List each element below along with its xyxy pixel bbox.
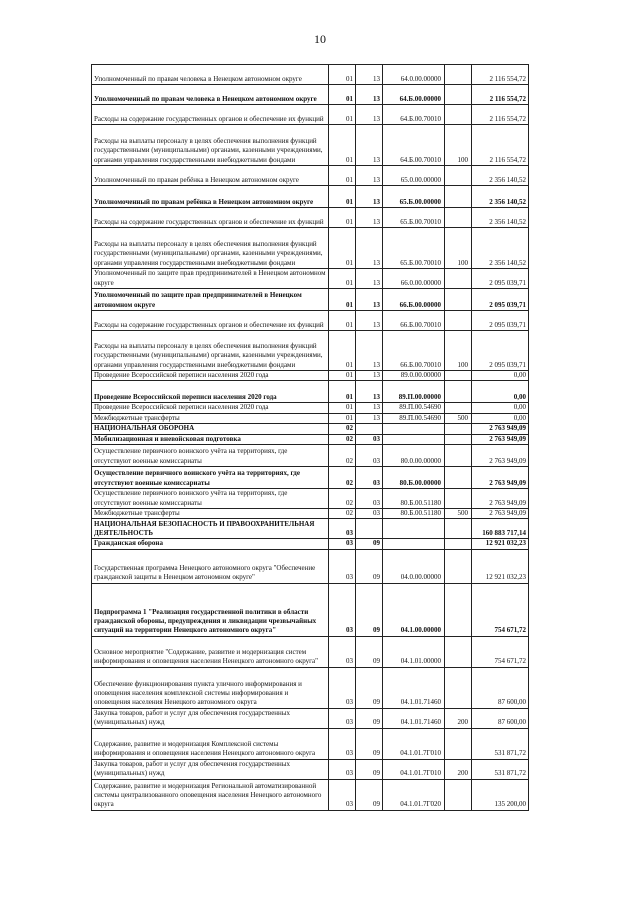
row-section: 02 [329,509,356,519]
row-target-article: 04.1.01.7Г010 [383,728,445,759]
table-row [92,331,529,371]
row-section: 01 [329,125,356,166]
row-amount: 2 095 039,71 [472,331,529,371]
row-expense-type: 200 [445,759,472,779]
row-subsection: 09 [356,549,383,583]
row-section: 03 [329,708,356,728]
row-expense-type: 500 [445,413,472,423]
row-target-article: 65.Б.00.00000 [383,186,445,208]
row-expense-type [445,779,472,810]
table-row [92,424,529,434]
row-amount: 2 763 949,09 [472,509,529,519]
row-target-article: 64.Б.00.70010 [383,125,445,166]
row-amount: 87 600,00 [472,708,529,728]
row-name: НАЦИОНАЛЬНАЯ ОБОРОНА [92,424,329,434]
table-row [92,759,529,779]
row-section: 03 [329,583,356,636]
table-row [92,403,529,413]
row-name: Расходы на содержание государственных органов и обеспечение их функций [92,105,329,125]
row-subsection: 13 [356,289,383,311]
row-name: Содержание, развитие и модернизация Комплексной системы информирования и оповещения населения Ненецкого автономного округа [92,728,329,759]
row-subsection: 09 [356,759,383,779]
row-amount: 12 921 032,23 [472,549,529,583]
row-target-article [383,424,445,434]
row-expense-type: 500 [445,509,472,519]
row-section: 01 [329,85,356,105]
row-name: Уполномоченный по правам ребёнка в Ненецком автономном округе [92,186,329,208]
row-amount: 87 600,00 [472,667,529,708]
row-section: 03 [329,728,356,759]
row-amount: 2 095 039,71 [472,289,529,311]
row-amount: 2 763 949,09 [472,424,529,434]
row-amount: 531 871,72 [472,759,529,779]
row-subsection: 13 [356,269,383,289]
row-amount: 754 671,72 [472,636,529,667]
row-target-article [383,539,445,549]
row-target-article: 66.Б.00.70010 [383,311,445,331]
row-section: 02 [329,445,356,467]
row-section: 02 [329,467,356,489]
table-row [92,65,529,85]
row-target-article: 04.1.01.00000 [383,636,445,667]
table-row [92,105,529,125]
table-row [92,85,529,105]
row-target-article: 80.Б.00.00000 [383,467,445,489]
row-subsection: 09 [356,667,383,708]
row-expense-type [445,667,472,708]
row-target-article: 89.П.00.54690 [383,403,445,413]
table-row [92,779,529,810]
row-name: Закупка товаров, работ и услуг для обеспечения государственных (муниципальных) нужд [92,759,329,779]
row-expense-type [445,728,472,759]
row-target-article: 89.П.00.54690 [383,413,445,423]
row-name: Мобилизационная и вневойсковая подготовка [92,434,329,444]
row-expense-type [445,636,472,667]
table-row [92,519,529,539]
row-expense-type: 200 [445,708,472,728]
row-subsection: 13 [356,311,383,331]
row-section: 01 [329,105,356,125]
row-amount: 2 356 140,52 [472,208,529,228]
row-expense-type [445,269,472,289]
row-subsection: 13 [356,208,383,228]
row-name: Уполномоченный по защите прав предпринимателей в Ненецком автономном округе [92,269,329,289]
row-section: 01 [329,269,356,289]
table-row [92,186,529,208]
row-subsection [356,424,383,434]
table-row [92,166,529,186]
row-subsection: 03 [356,509,383,519]
row-name: Обеспечение функционирования пункта уличного информирования и оповещения населения комплексной системы информирования и оповещения населения Ненецкого автономного округа [92,667,329,708]
row-expense-type [445,549,472,583]
row-subsection: 09 [356,539,383,549]
row-target-article: 66.Б.00.70010 [383,331,445,371]
row-subsection: 13 [356,413,383,423]
row-amount: 2 356 140,52 [472,186,529,208]
table-row [92,509,529,519]
budget-table [91,64,529,811]
table-row [92,125,529,166]
row-expense-type [445,539,472,549]
row-expense-type [445,403,472,413]
row-target-article: 65.Б.00.70010 [383,228,445,269]
row-name: Осуществление первичного воинского учёта на территориях, где отсутствуют военные комиссариаты [92,467,329,489]
row-subsection: 13 [356,186,383,208]
row-expense-type [445,467,472,489]
row-amount: 2 095 039,71 [472,311,529,331]
row-section: 01 [329,413,356,423]
row-name: Межбюджетные трансферты [92,509,329,519]
row-expense-type [445,208,472,228]
row-target-article: 64.Б.00.00000 [383,85,445,105]
row-section: 01 [329,186,356,208]
row-section: 01 [329,331,356,371]
row-expense-type [445,65,472,85]
row-amount: 2 116 554,72 [472,105,529,125]
row-target-article: 80.0.00.00000 [383,445,445,467]
row-expense-type: 100 [445,125,472,166]
row-name: Расходы на выплаты персоналу в целях обеспечения выполнения функций государственными (муниципальными) органами, казенными учреждениями, органами управления государственными внебюджетными фондами [92,331,329,371]
row-section: 01 [329,289,356,311]
row-name: Проведение Всероссийской переписи населения 2020 года [92,381,329,403]
row-section: 01 [329,403,356,413]
row-amount: 2 763 949,09 [472,434,529,444]
row-name: Проведение Всероссийской переписи населения 2020 года [92,403,329,413]
row-amount: 12 921 032,23 [472,539,529,549]
row-name: Межбюджетные трансферты [92,413,329,423]
row-amount: 2 763 949,09 [472,467,529,489]
row-name: Проведение Всероссийской переписи населения 2020 года [92,371,329,381]
row-target-article: 04.0.00.00000 [383,549,445,583]
row-section: 02 [329,424,356,434]
row-section: 01 [329,371,356,381]
row-target-article: 04.1.01.7Г020 [383,779,445,810]
row-name: НАЦИОНАЛЬНАЯ БЕЗОПАСНОСТЬ И ПРАВООХРАНИТЕЛЬНАЯ ДЕЯТЕЛЬНОСТЬ [92,519,329,539]
row-subsection: 13 [356,403,383,413]
row-subsection: 09 [356,728,383,759]
row-amount: 2 116 554,72 [472,125,529,166]
row-target-article: 80.Б.00.51180 [383,509,445,519]
row-subsection: 03 [356,434,383,444]
row-target-article: 89.0.00.00000 [383,371,445,381]
table-row [92,269,529,289]
row-amount: 160 883 717,14 [472,519,529,539]
row-name: Расходы на содержание государственных органов и обеспечение их функций [92,208,329,228]
row-name: Осуществление первичного воинского учёта на территориях, где отсутствуют военные комиссариаты [92,445,329,467]
row-expense-type [445,434,472,444]
row-expense-type [445,489,472,509]
row-subsection: 13 [356,105,383,125]
row-section: 03 [329,779,356,810]
row-section: 01 [329,65,356,85]
row-target-article: 89.П.00.00000 [383,381,445,403]
row-expense-type [445,289,472,311]
row-name: Уполномоченный по правам человека в Ненецком автономном округе [92,85,329,105]
row-amount: 2 356 140,52 [472,166,529,186]
page-number: 10 [314,32,326,46]
table-row [92,728,529,759]
row-section: 03 [329,759,356,779]
row-target-article: 64.0.00.00000 [383,65,445,85]
row-target-article: 65.Б.00.70010 [383,208,445,228]
row-expense-type [445,371,472,381]
table-row [92,636,529,667]
row-name: Расходы на содержание государственных органов и обеспечение их функций [92,311,329,331]
table-row [92,583,529,636]
row-amount: 0,00 [472,413,529,423]
row-amount: 0,00 [472,371,529,381]
row-expense-type [445,166,472,186]
row-subsection: 13 [356,381,383,403]
table-row [92,228,529,269]
row-amount: 0,00 [472,403,529,413]
row-amount: 0,00 [472,381,529,403]
row-subsection: 03 [356,445,383,467]
row-expense-type: 100 [445,228,472,269]
row-expense-type [445,519,472,539]
table-row [92,445,529,467]
row-target-article: 66.Б.00.00000 [383,289,445,311]
row-expense-type [445,186,472,208]
row-subsection: 09 [356,636,383,667]
row-name: Уполномоченный по правам ребёнка в Ненецком автономном округе [92,166,329,186]
row-expense-type [445,445,472,467]
row-section: 03 [329,667,356,708]
table-row [92,489,529,509]
row-expense-type [445,583,472,636]
row-section: 02 [329,434,356,444]
row-section: 01 [329,228,356,269]
row-subsection: 09 [356,583,383,636]
row-target-article: 04.1.01.71460 [383,667,445,708]
row-subsection: 13 [356,228,383,269]
row-section: 01 [329,208,356,228]
table-row [92,549,529,583]
row-name: Уполномоченный по защите прав предпринимателей в Ненецком автономном округе [92,289,329,311]
row-subsection: 13 [356,371,383,381]
table-row [92,434,529,444]
row-section: 01 [329,381,356,403]
row-subsection: 13 [356,65,383,85]
row-subsection: 13 [356,125,383,166]
row-target-article: 04.1.01.7Г010 [383,759,445,779]
row-subsection: 03 [356,489,383,509]
row-subsection: 09 [356,708,383,728]
row-target-article: 04.1.01.71460 [383,708,445,728]
row-subsection: 13 [356,331,383,371]
row-target-article: 65.0.00.00000 [383,166,445,186]
row-name: Государственная программа Ненецкого автономного округа "Обеспечение гражданской защиты в Ненецком автономном округе" [92,549,329,583]
row-section: 01 [329,166,356,186]
table-row [92,371,529,381]
table-row [92,381,529,403]
budget-table-body [92,65,529,811]
row-amount: 531 871,72 [472,728,529,759]
row-target-article: 04.1.00.00000 [383,583,445,636]
row-amount: 2 095 039,71 [472,269,529,289]
table-row [92,311,529,331]
row-amount: 2 763 949,09 [472,445,529,467]
table-row [92,208,529,228]
row-expense-type [445,311,472,331]
row-section: 03 [329,636,356,667]
row-amount: 754 671,72 [472,583,529,636]
row-amount: 2 116 554,72 [472,65,529,85]
row-subsection [356,519,383,539]
row-subsection: 13 [356,85,383,105]
table-row [92,539,529,549]
row-section: 03 [329,539,356,549]
row-subsection: 09 [356,779,383,810]
row-name: Содержание, развитие и модернизация Региональной автоматизированной системы централизованного оповещения населения Ненецкого автономного округа [92,779,329,810]
row-expense-type [445,381,472,403]
row-target-article: 64.Б.00.70010 [383,105,445,125]
row-name: Подпрограмма 1 "Реализация государственной политики в области гражданской обороны, предупреждения и ликвидации чрезвычайных ситуаций на территории Ненецкого автономного округа" [92,583,329,636]
table-row [92,667,529,708]
row-target-article: 66.0.00.00000 [383,269,445,289]
row-section: 03 [329,519,356,539]
row-name: Закупка товаров, работ и услуг для обеспечения государственных (муниципальных) нужд [92,708,329,728]
row-name: Основное мероприятие "Содержание, развитие и модернизация систем информирования и оповещения населения Ненецкого автономного округа" [92,636,329,667]
row-section: 01 [329,311,356,331]
row-expense-type [445,424,472,434]
row-name: Гражданская оборона [92,539,329,549]
row-amount: 2 763 949,09 [472,489,529,509]
table-row [92,413,529,423]
row-name: Уполномоченный по правам человека в Ненецком автономном округе [92,65,329,85]
row-name: Осуществление первичного воинского учёта на территориях, где отсутствуют военные комиссариаты [92,489,329,509]
row-amount: 135 200,00 [472,779,529,810]
row-amount: 2 116 554,72 [472,85,529,105]
row-subsection: 13 [356,166,383,186]
row-expense-type: 100 [445,331,472,371]
row-expense-type [445,85,472,105]
row-expense-type [445,105,472,125]
row-section: 03 [329,549,356,583]
row-section: 02 [329,489,356,509]
table-row [92,708,529,728]
row-name: Расходы на выплаты персоналу в целях обеспечения выполнения функций государственными (муниципальными) органами, казенными учреждениями, органами управления государственными внебюджетными фондами [92,125,329,166]
table-row [92,467,529,489]
row-target-article [383,434,445,444]
row-target-article [383,519,445,539]
row-amount: 2 356 140,52 [472,228,529,269]
row-target-article: 80.Б.00.51180 [383,489,445,509]
row-name: Расходы на выплаты персоналу в целях обеспечения выполнения функций государственными (муниципальными) органами, казенными учреждениями, органами управления государственными внебюджетными фондами [92,228,329,269]
table-row [92,289,529,311]
row-subsection: 03 [356,467,383,489]
